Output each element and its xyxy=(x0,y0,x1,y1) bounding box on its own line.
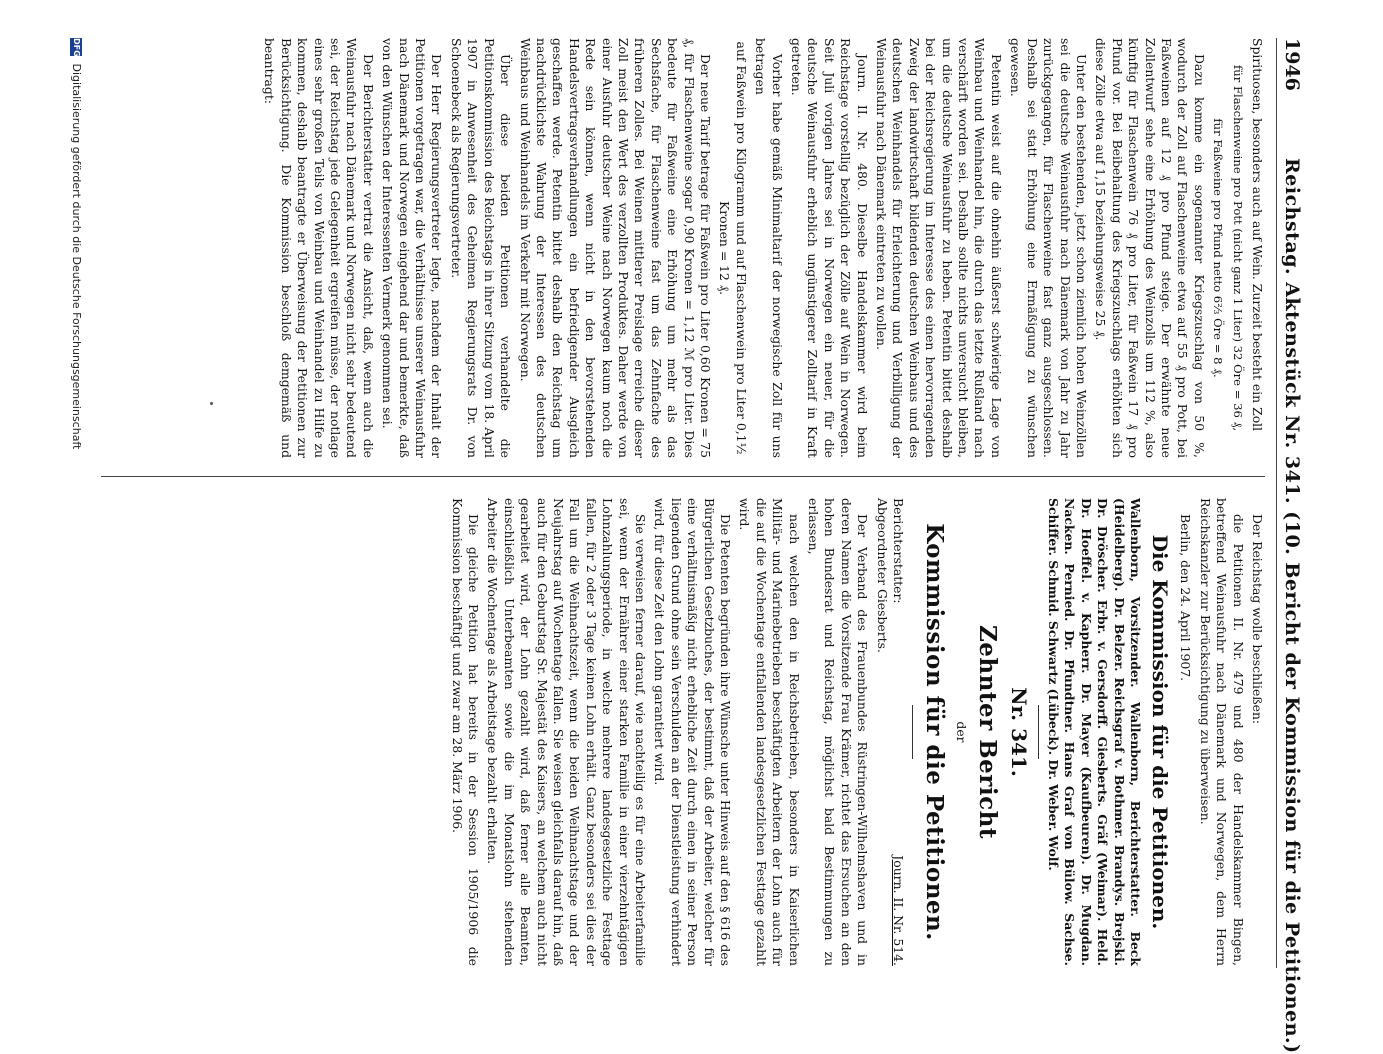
paragraph: Journ. II. Nr. 480. Dieselbe Handelskammer wird beim Reichstage vorstellig bezüglich der Zölle auf Wein in Norwegen. Seit Juli vorigen Jahres sei in Norwegen ein neuer, für die deutsche Weinausfuhr erheblich ungünstigerer Zolltarif in Kraft getreten. xyxy=(789,38,870,458)
commission-heading: Die Kommission für die Petitionen. xyxy=(1147,534,1172,930)
paragraph: Vorher habe gemäß Minimaltarif der norwegische Zoll für uns betragen xyxy=(753,38,785,458)
paragraph: Der Reichstag wolle beschließen: xyxy=(1250,514,1265,725)
column-divider xyxy=(101,476,1265,477)
paragraph: Unter den bestehenden, jetzt schon ziemlich hohen Weinzöllen sei die deutsche Weinausfuhr nach Dänemark von Jahr zu Jahr zurückgegangen, für Flaschenweine fast ganz ausgeschlossen. Deshalb sei statt Erhöhung eine Ermäßigung zu wünschen gewesen. xyxy=(1008,38,1089,458)
journal-number: Journ. II. Nr. 514. xyxy=(891,855,907,966)
page-header xyxy=(1276,38,1303,1054)
paragraph: Dazu komme ein sogenannter Kriegszuschlag von 50 %, wodurch der Zoll auf Flaschenweine etwa auf 55 ₰ pro Pott, bei Faßweinen auf 12 ₰ pro Pfund steige. Der erwähnte neue Zollentwurf sehe eine Erhöhung des Weinzolls um 112 %, also künftig für Flaschenwein 76 ₰ pro Liter, für Faßwein 17 ₰ pro Pfund vor. Bei Beibehaltung des Kriegszuschlags erhöhten sich diese Zölle etwa auf 1,15 beziehungsweise 25 ₰. xyxy=(1093,38,1207,458)
separator xyxy=(1038,705,1039,759)
paragraph: Der Verband des Frauenbundes Rüstringen-Wilhelmshaven und in deren Namen die Vorsitzende Frau Krämer, richtet das Ersuchen an den hohen Bundesrat und Reichstag, möglichst bald Bestimmungen zu erlassen, xyxy=(806,498,871,966)
paragraph: nach welchen den in Reichsbetrieben, besonders in Kaiserlichen Militär- und Marinebetrieben beschäftigten Arbeitern der Lohn auch für die auf die Wochentage entfallenden landesgesetzlichen Festtage gezahlt wird. xyxy=(737,498,802,966)
left-column xyxy=(101,38,1265,458)
separator xyxy=(912,705,913,759)
dfg-logo-icon: DFG xyxy=(72,38,81,57)
paragraph: Über diese beiden Petitionen verhandelte die Petitionskommission des Reichstags in ihrer Sitzung vom 18. April 1907 in Anwesenheit des Geheimen Regierungsrats Dr. von Schoenebeck als Regierungsvertreter. xyxy=(448,38,514,458)
paragraph: Die gleiche Petition hat bereits in der Session 1905/1906 die Kommission beschäftigt und zwar am 28. März 1906. xyxy=(449,498,481,966)
right-column xyxy=(101,498,1265,966)
paragraph: Der neue Tarif betrage für Faßwein pro Liter 0,60 Kronen = 75 ₰, für Flaschenweine sogar 0,90 Kronen = 1,12 ℳ pro Liter. Dies bedeute für Faßweine eine Erhöhung um mehr als das Sechsfache, für Flaschenweine fast um das Zehnfache des früheren Zolles. Bei Weinen mittlerer Preislage erreiche dieser Zoll meist den Wert des verzollten Produktes. Daher werde von einer Ausfuhr deutscher Weine nach Norwegen kaum noch die Rede sein können, wenn nicht in den bevorstehenden Handelsvertragsverhandlungen ein befriedigender Ausgleich geschaffen werde. Petentin bittet deshalb den Reichstag um nachdrücklichste Wahrung der Interessen des deutschen Weinbaus und Weinhandels im Verkehr mit Norwegen. xyxy=(517,38,713,458)
paragraph: für Faßweine pro Pfund netto 6⅔ Öre = 8 ₰. xyxy=(1211,118,1226,378)
paragraph: für Flaschenweine pro Pott (nicht ganz 1 Liter) 32 Öre = 36 ₰, xyxy=(1230,64,1245,432)
paragraph: Spirituosen, besonders auch auf Wein. Zurzeit besteht ein Zoll xyxy=(1250,38,1265,432)
paragraph: Petentin weist auf die ohnehin äußerst schwierige Lage von Weinbau und Weinhandel hin, die durch das letzte Rußland nach verschärft worden sei. Deshalb sollte nichts unversucht bleiben, um die deutsche Weinausfuhr zu heben. Petentin bittet deshalb bei der Reichsregierung im Interesse des einen hervorragenden Zweig der landwirtschaft bildenden deutschen Weinbaus und des deutschen Weinhandels für Erleichterung und Verbilligung der Weinausfuhr nach Dänemark eintreten zu wollen. xyxy=(874,38,1004,458)
rapporteur-row xyxy=(890,498,906,966)
rapporteur-label: Berichterstatter: xyxy=(891,498,907,604)
paragraph: Der Herr Regierungsvertreter legte, nachdem der Inhalt der Petitionen vorgetragen war, die Verhältnisse unserer Weinausfuhr nach Dänemark und Norwegen eingehend dar und bemerkte, daß von den Wünschen der Interessenten Vermerk genommen sei. xyxy=(380,38,445,458)
digitization-credit: Digitalisierung gefördert durch die Deutsche Forschungsgemeinschaft xyxy=(70,63,83,450)
rotated-document-page xyxy=(61,20,1321,1054)
paragraph: auf Faßwein pro Kilogramm und auf Flaschenwein pro Liter 0,1½ Kronen = 12 ₰. xyxy=(717,41,749,455)
header-title: Reichstag. Aktenstück Nr. 341. (10. Bericht der Kommission für die Petitionen.) xyxy=(1281,158,1303,1054)
paragraph: Sie verweisen ferner darauf, wie nachteilig es für eine Arbeiterfamilie sei, wenn der Ernährer einer starken Familie in einer vierzehntägigen Lohnzahlungsperiode, in welche mehrere landesgesetzliche Festtage fallen, für 2 oder 3 Tage keinen Lohn erhält. Ganz besonders sei dies der Fall um die Weihnachtszeit, wenn die beiden Weihnachtstage und der Neujahrstag auf Wochentage fallen. Sie weisen gleichfalls darauf hin, daß auch für den Geburtstag Sr. Majestät des Kaisers, an welchem auch nicht gearbeitet wird, der Lohn gezahlt wird, daß ferner alle Beamten, einschließlich Unterbeamten sowie die im Monatslohn stehenden Arbeiter die Wochentage als Arbeitstage bezahlt erhalten. xyxy=(485,498,649,966)
paragraph: die Petitionen II. Nr. 479 und 480 der Handelskammer Bingen, betreffend Weinausfuhr nach Dänemark und Norwegen, dem Herrn Reichskanzler zur Berücksichtigung zu überweisen. xyxy=(1197,498,1246,966)
report-subtitle: Kommission für die Petitionen. xyxy=(921,523,949,941)
page-number: 1946 xyxy=(1281,38,1303,91)
scan-speck xyxy=(210,402,213,405)
paragraph: Der Berichterstatter vertrat die Ansicht, daß, wenn auch die Weinausfuhr nach Dänemark und Norwegen nicht sehr bedeutend sei, der Reichstag jede Gelegenheit ergreifen müsse, der notlage eines sehr großen Teils von Weinbau und Weinhandel zu Hilfe zu kommen, deshalb beantragte er Überweisung der Petitionen zur Berücksichtigung. Die Kommission beschloß demgemäß und beantragt: xyxy=(262,38,376,458)
member-list: Wallenborn, Vorsitzender. Wallenborn, Berichterstatter. Beck (Heidelberg). Dr. Belzer. Reichsgraf v. Bothmer. Brandys. Brejski. Dr. Dröscher. Erbr. v. Gersdorff. Giesberts. Gräf (Weimar). Held. Dr. Hoeffel. v. Kapherr. Dr. Mayer (Kaufbeuren). Dr. Mugdan. Nacken. Pernied. Dr. Pfundtner. Hans Graf von Bülow. Sachse. Schiffer. Schmid. Schwartz (Lübeck). Dr. Weber. Wolf. xyxy=(1045,498,1143,966)
rapporteur-name: Abgeordneter Giesberts. xyxy=(874,498,890,653)
document-number: Nr. 341. xyxy=(1006,687,1031,777)
paragraph: Die Petenten begründen ihre Wünsche unter Hinweis auf den § 616 des Bürgerlichen Gesetzbuches, der bestimmt, daß der Arbeiter, welcher für eine verhältnismäßig nicht erhebliche Zeit durch einen in seiner Person liegenden Grund ohne sein Verschulden an der Dienstleistung verhindert wird, für diese Zeit den Lohn garantiert wird. xyxy=(652,498,734,966)
report-title-connector: der xyxy=(953,721,969,743)
report-title: Zehnter Bericht xyxy=(973,624,1001,840)
digitization-footer xyxy=(65,38,83,968)
date-line: Berlin, den 24. April 1907. xyxy=(1178,514,1194,682)
